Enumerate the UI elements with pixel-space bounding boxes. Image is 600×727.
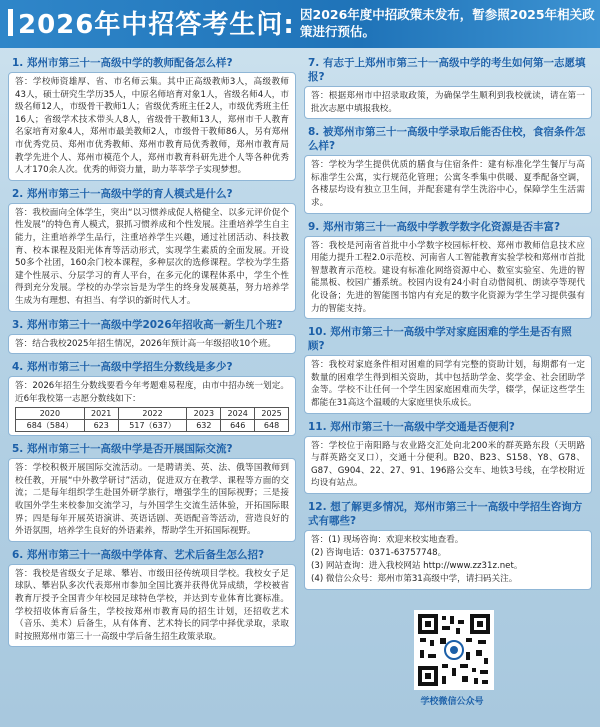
table-row: [16, 420, 289, 432]
question-title: 1. 郑州市第三十一高级中学的教师配备怎么样?: [12, 57, 233, 69]
answer-body: [8, 376, 296, 436]
year-cell: 2023: [187, 408, 221, 420]
question-title: 3. 郑州市第三十一高级中学2026年招收高一新生几个班?: [12, 318, 283, 331]
qa-item: [304, 54, 592, 119]
score-table: [15, 407, 289, 432]
qa-item: [8, 546, 296, 648]
question-title: 5. 郑州市第三十一高级中学是否开展国际交流?: [12, 443, 233, 456]
table-row: [16, 408, 289, 420]
contact-phone: (2) 咨询电话：0371-63757748。: [311, 547, 447, 558]
question-title: 7. 有志于上郑州市第三十一高级中学的考生如何第一志愿填报?: [308, 57, 586, 83]
qa-item: [304, 323, 592, 413]
contact-wechat: (4) 微信公众号：郑州市第31高级中学，请扫码关注。: [311, 573, 518, 584]
page-title: 2026年中招答考生问:: [18, 10, 295, 40]
answer-text: 答：2026年招生分数线要看今年考题难易程度，由市中招办统一划定。近6年我校第一志愿分数线如下：: [15, 381, 289, 404]
answer-body: 答：我校面向全体学生，突出“以习惯养成促人格健全、以多元评价促个性发展”的特色育人模式，狠抓习惯养成和个性发展。注重培养学生自主能力，注重培养学生品行，注重培养学生兴趣，通过社团活动、科技教育、校本课程及阳光体育等活动形式，实现学生素质的全面发展。开设50多个社团，160余门校本课程，多种层次的选修课程。学校为学生搭建个性展示、分层学习的育人平台，在多元化的课程体系中，学生个性得到充分发展。学校的办学宗旨是为学生的终身发展奠基，努力培养学生成为有理想、有担当、有学识的新时代人才。: [8, 203, 296, 312]
question-title: 4. 郑州市第三十一高级中学招生分数线是多少?: [12, 361, 233, 374]
contact-website: (3) 网站查询：进入我校网站 http://www.zz31z.net。: [311, 560, 523, 571]
qa-item: [8, 358, 296, 436]
answer-body: 答：学校为学生提供优质的膳食与住宿条件：建有标准化学生餐厅与高标准学生公寓，实行规范化管理；公寓冬季集中供暖、夏季配备空调，各楼层均设有独立卫生间，并配套建有学生洗浴中心，保障学生生活需求。: [304, 155, 592, 213]
header-banner: [0, 0, 600, 48]
score-cell: 648: [255, 420, 289, 432]
answer-body: 答：学校积极开展国际交流活动。一是聘请美、英、法、俄等国教师到校任教，开展“中外教学研讨”活动，促进双方在教学、课程等方面的交流；二是每年组织学生赴国外研学旅行，增强学生的国际视野；三是接收国外学生来校参加交流学习，与外国学生交流生活体验，开拓国际眼界；四是每年开展英语演讲、英语话剧、英语配音等活动，营造良好的外语氛围，培养学生良好的外语素养，帮助学生开拓国际视野。: [8, 458, 296, 542]
year-cell: 2022: [118, 408, 187, 420]
answer-body: 答：我校是河南省首批中小学数字校园标杆校、郑州市教师信息技术应用能力提升工程2.0示范校、河南省人工智能教育实验学校和郑州市首批智慧教育示范校。建设有标准化网络资源中心、数室实验室、先进的智能黑板、校园广播系统。校园内设有24小时自动借阅机、朗读亭等现代化设备；先进的智能图书馆内有充足的数字化资源为学生学习提供强有力的智能支持。: [304, 236, 592, 320]
answer-body: 答：我校是省级女子足球、攀岩、市级田径传统项目学校。我校女子足球队、攀岩队多次代表郑州市参加全国比赛并获得优异成绩，学校被省教育厅授予全国青少年校园足球特色学校，并达到专业体育比赛标准。学校招收体育后备生，学校按郑州市教育局的招生计划，还招收艺术（音乐、美术）后备生，从有体育、艺术特长的同学中择优录取，录取时按照郑州市第三十一高级中学后备生招生政策录取。: [8, 564, 296, 648]
answer-body: 答：结合我校2025年招生情况，2026年预计高一年级招收10个班。: [8, 334, 296, 355]
question-title: 12. 想了解更多情况，郑州市第三十一高级中学招生咨询方式有哪些?: [308, 500, 583, 527]
score-cell: 646: [221, 420, 255, 432]
qa-item: [304, 123, 592, 213]
answer-body: [304, 530, 592, 590]
year-cell: 2025: [255, 408, 289, 420]
answer-body: 答：学校师资雄厚、省、市名师云集。其中正高级教师3人，高级教师43人，硕士研究生学历35人，中原名师培育对象1人，省级名师4人，市级名师12人，市级骨干教师1人；省级优秀班主任2人，市级优秀班主任16人；省级学术技术带头人8人，省级骨干教师13人，郑州市千人教育名家培育对象4人，郑州市最美教师2人，市级骨干教师86人，另有郑州市优秀党员、郑州市优秀教师、郑州市教育局优秀教师，郑州市教育局教学先进个人、郑州市模范个人，郑州市教育科研先进个人等各种优秀人才170余人次。优秀的师资力量，助力莘莘学子实现梦想。: [8, 72, 296, 181]
title-accent-bar: [8, 9, 13, 36]
question-title: 10. 郑州市第三十一高级中学对家庭困难的学生是否有照顾?: [308, 326, 572, 353]
question-title: 8. 被郑州市第三十一高级中学录取后能否住校，食宿条件怎么样?: [308, 126, 586, 153]
score-cell: 623: [84, 420, 118, 432]
year-cell: 2020: [16, 408, 85, 420]
score-cell: 684（584）: [16, 420, 85, 432]
qa-item: [8, 185, 296, 312]
question-title: 9. 郑州市第三十一高级中学教学数字化资源是否丰富?: [308, 220, 561, 233]
year-cell: 2021: [84, 408, 118, 420]
answer-body: 答：我校对家庭条件相对困难的同学有完整的资助计划，每期都有一定数量的困难学生得到相关资助，其中包括助学金、奖学金、社会团助学金等。学校不让任何一个学生因家庭困难而失学，辍学，保证这些学生都能在31高这个温暖的大家庭里快乐成长。: [304, 355, 592, 413]
qa-item: [8, 440, 296, 542]
left-column: [8, 54, 296, 651]
score-cell: 517（637）: [118, 420, 187, 432]
page-subtitle: 因2026年度中招政策未发布，暂参照2025年相关政策进行预估。: [300, 7, 595, 39]
qa-item: [8, 316, 296, 355]
question-title: 11. 郑州市第三十一高级中学交通是否便利?: [308, 420, 515, 433]
qa-item: [304, 218, 592, 320]
right-column: [304, 54, 592, 594]
qr-caption: 学校微信公众号: [420, 697, 484, 707]
score-cell: 632: [187, 420, 221, 432]
year-cell: 2024: [221, 408, 255, 420]
qa-item: [8, 54, 296, 181]
qa-item: [304, 418, 592, 494]
qr-code-icon: [414, 610, 494, 690]
question-title: 2. 郑州市第三十一高级中学的育人模式是什么?: [12, 187, 233, 200]
answer-body: 答：学校位于南阳路与农业路交汇处向北200米的群英路东段（天明路与群英路交叉口），交通十分便利。B20、B23、S158、Y8、G78、G87、G904、22、27、91、196路公交车、地铁3号线，在学校附近均设有站点。: [304, 436, 592, 494]
question-title: 6. 郑州市第三十一高级中学体育、艺术后备生怎么招?: [12, 548, 265, 561]
contact-onsite: 答：(1) 现场咨询：欢迎来校实地查看。: [311, 534, 464, 545]
answer-body: 答：根据郑州市中招录取政策，为确保学生顺利到我校就读，请在第一批次志愿中填报我校。: [304, 86, 592, 119]
qa-item: [304, 498, 592, 590]
qr-block: [402, 610, 502, 707]
